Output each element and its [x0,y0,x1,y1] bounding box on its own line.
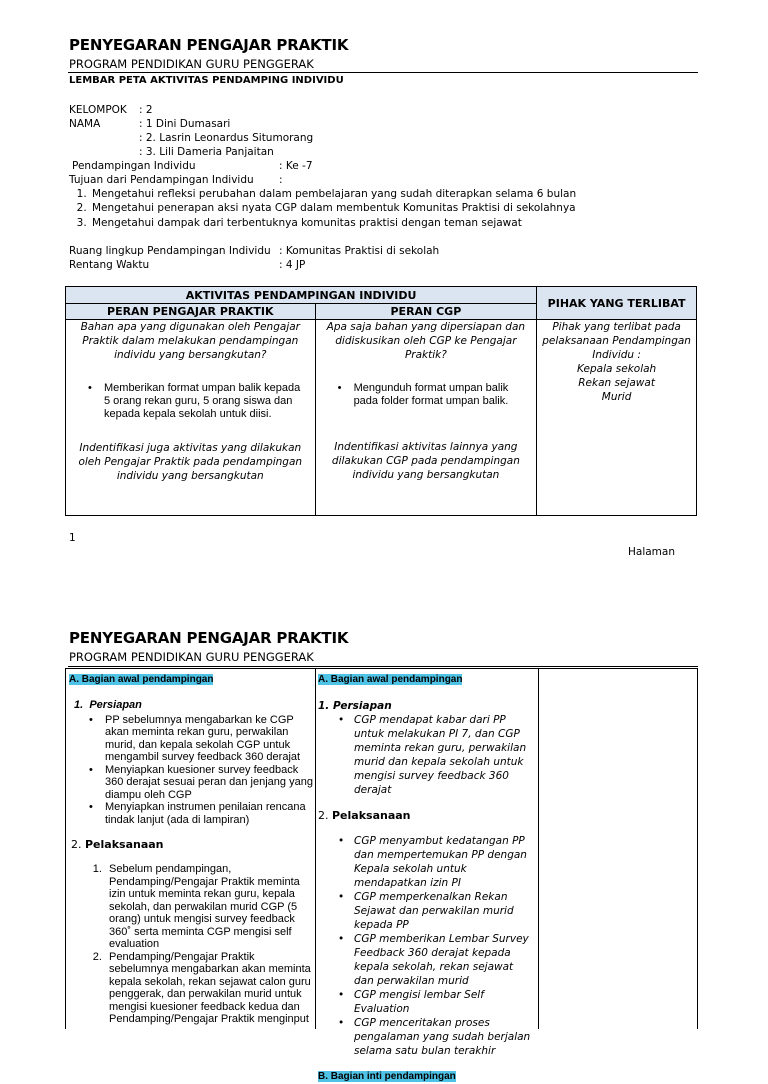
goal-item: 2. Mengetahui penerapan aksi nyata CGP dalam membentuk Komunitas Praktisi di sekolahnya [90,201,576,215]
pp-column [69,669,313,1026]
pp-bullet: • Memberikan format umpan balik kepada 5 orang rekan guru, 5 orang siswa dan kepada kepala sekolah untuk diisi. [104,382,309,421]
persiapan-item: • PP sebelumnya mengabarkan ke CGP akan meminta rekan guru, perwakilan murid, dan kepala sekolah CGP untuk mengambil survey feedback 360 derajat [105,714,313,764]
column-divider [315,669,316,1029]
nama-value-1: : 1 Dini Dumasari [139,118,231,130]
tujuan-label: Tujuan dari Pendampingan Individu [69,174,254,186]
ruang-label: Ruang lingkup Pendampingan Individu [69,245,271,257]
pelaksanaan-item: • CGP memperkenalkan Rekan Sejawat dan perwakilan murid kepada PP [354,890,536,932]
persiapan-heading: 1. Persiapan [74,699,142,711]
pelaksanaan-item: • CGP menceritakan proses pengalaman yang sudah berjalan selama satu bulan terakhir [354,1016,536,1058]
activity-table [65,286,697,516]
pelaksanaan-heading: 2. Pelaksanaan [318,809,411,822]
pendampingan-value: : Ke -7 [279,160,313,172]
pendampingan-label: Pendampingan Individu [72,160,196,172]
header-peran-pp: PERAN PENGAJAR PRAKTIK [66,304,316,320]
header-pihak: PIHAK YANG TERLIBAT [537,287,697,320]
nama-value-2: : 2. Lasrin Leonardus Situmorang [139,132,314,144]
page2-title: PENYEGARAN PENGAJAR PRAKTIK [69,629,349,647]
pelaksanaan-item: 2. Pendamping/Pengajar Praktik sebelumnya mengabarkan akan meminta kepala sekolah, rekan sejawat calon guru penggerak, dan perwakilan murid untuk mengisi kuesioner feedback kedua dan Pendamping/Pengajar Praktik menginput [105,951,313,1026]
rentang-value: : 4 JP [279,259,306,271]
header-peran-cgp: PERAN CGP [315,304,537,320]
section-a-label: A. Bagian awal pendampingan [69,674,214,685]
pihak-item: Kepala sekolah [577,363,657,375]
pihak-intro: Pihak yang terlibat pada pelaksanaan Pendampingan Individu : [542,321,691,361]
sheet-title: LEMBAR PETA AKTIVITAS PENDAMPING INDIVIDU [69,75,344,86]
pp-question: Bahan apa yang digunakan oleh Pengajar Praktik dalam melakukan pendampingan individu yang bersangkutan? [80,321,300,361]
goals-list [66,187,576,230]
nama-label: NAMA [69,118,101,130]
pp-cell [66,320,316,516]
section-a-label: A. Bagian awal pendampingan [318,674,463,685]
goal-item: 1. Mengetahui refleksi perubahan dalam pembelajaran yang sudah diterapkan selama 6 bulan [90,187,576,201]
persiapan-heading: 1. Persiapan [318,700,392,712]
page-label: Halaman [628,546,675,558]
cgp-bullet: • Mengunduh format umpan balik pada folder format umpan balik. [354,382,531,408]
pelaksanaan-item: • CGP menyambut kedatangan PP dan mempertemukan PP dengan Kepala sekolah untuk mendapatkan izin PI [354,834,536,890]
kelompok-label: KELOMPOK [69,104,127,116]
persiapan-item: • Menyiapkan instrumen penilaian rencana tindak lanjut (ada di lampiran) [105,801,313,826]
goal-item: 3. Mengetahui dampak dari terbentuknya komunitas praktisi dengan teman sejawat [90,216,576,230]
page-title: PENYEGARAN PENGAJAR PRAKTIK [69,36,349,54]
column-divider [538,669,539,1029]
page-number: 1 [69,532,76,544]
tujuan-colon: : [279,174,283,186]
rentang-label: Rentang Waktu [69,259,150,271]
cgp-question: Apa saja bahan yang dipersiapan dan didiskusikan oleh CGP ke Pengajar Praktik? [326,321,526,361]
pelaksanaan-item: • CGP mengisi lembar Self Evaluation [354,988,536,1016]
kelompok-value: : 2 [139,104,153,116]
pelaksanaan-item: • CGP memberikan Lembar Survey Feedback 360 derajat kepada kepala sekolah, rekan sejawat dan perwakilan murid [354,932,536,988]
persiapan-item: • Menyiapkan kuesioner survey feedback 360 derajat sesuai peran dan jenjang yang diampu oleh CGP [105,764,313,802]
pihak-item: Rekan sejawat [578,377,655,389]
cgp-cell [315,320,537,516]
pelaksanaan-heading: 2. Pelaksanaan [71,838,164,851]
page2-subtitle: PROGRAM PENDIDIKAN GURU PENGGERAK [69,650,314,664]
page-subtitle: PROGRAM PENDIDIKAN GURU PENGGERAK [69,57,314,71]
pp-identify: Indentifikasi juga aktivitas yang dilakukan oleh Pengajar Praktik pada pendampingan individu yang bersangkutan [78,442,303,482]
section-b-label: B. Bagian inti pendampingan [318,1071,456,1082]
header-divider [68,666,698,667]
activity-table-continued [65,668,698,1082]
pihak-cell [537,320,697,516]
header-divider [68,72,698,73]
header-aktivitas: AKTIVITAS PENDAMPINGAN INDIVIDU [66,287,537,304]
cgp-column [318,669,536,1084]
persiapan-item: • CGP mendapat kabar dari PP untuk melakukan PI 7, dan CGP meminta rekan guru, perwakilan murid dan kepala sekolah untuk mengisi survey feedback 360 derajat [354,713,536,797]
nama-value-3: : 3. Lili Dameria Panjaitan [139,146,274,158]
cgp-identify: Indentifikasi aktivitas lainnya yang dilakukan CGP pada pendampingan individu yang bersangkutan [331,441,520,481]
ruang-value: : Komunitas Praktisi di sekolah [279,245,440,257]
pihak-item: Murid [601,391,632,403]
pelaksanaan-item: 1. Sebelum pendampingan, Pendamping/Pengajar Praktik meminta izin untuk meminta rekan guru, kepala sekolah, dan perwakilan murid CGP (5 orang) untuk mengisi survey feedback 360˚ serta meminta CGP mengisi self evaluation [105,863,313,951]
